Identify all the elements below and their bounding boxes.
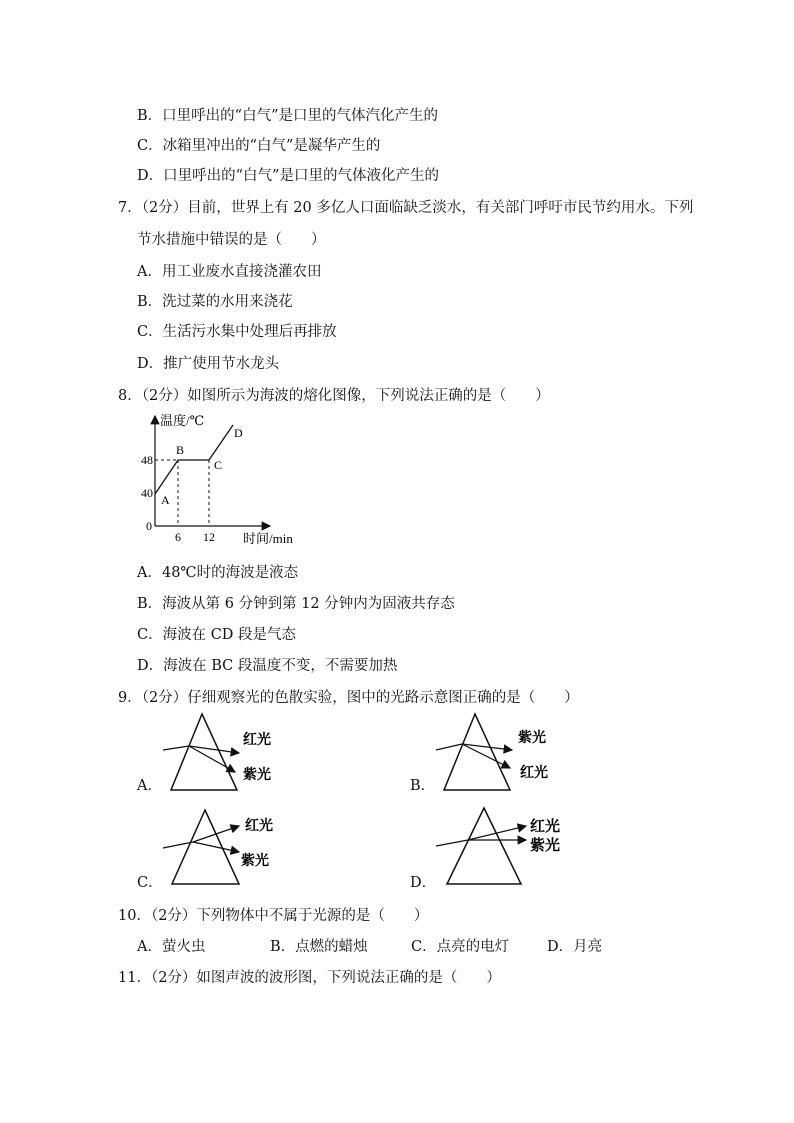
y-tick-40: 40 — [141, 486, 153, 500]
q9-figure-d-letter: D． — [410, 875, 437, 891]
x-tick-12: 12 — [203, 530, 215, 544]
prism-figure-b — [428, 708, 558, 798]
q11-stem: 11．（2分）如图声波的波形图，下列说法正确的是（ ） — [118, 970, 501, 986]
q10-option-c: C．点亮的电灯 — [411, 939, 510, 955]
prism-a — [171, 714, 237, 790]
prism-figure-a — [155, 708, 285, 798]
y-axis-label: 温度/℃ — [160, 413, 205, 428]
q8-option-b: B．海波从第 6 分钟到第 12 分钟内为固液共存态 — [137, 596, 455, 612]
q6-option-d: D．口里呼出的“白气”是口里的气体液化产生的 — [137, 168, 439, 184]
prism-c — [172, 810, 239, 884]
q10-option-b: B．点燃的蜡烛 — [270, 939, 368, 955]
prism-a-bottom-label: 紫光 — [243, 767, 271, 783]
q7-option-b: B．洗过菜的水用来浇花 — [137, 294, 293, 310]
point-c-label: C — [214, 458, 223, 472]
q6-option-b: B．口里呼出的“白气”是口里的气体汽化产生的 — [137, 108, 438, 124]
point-a-label: A — [161, 493, 170, 507]
prism-b-top-label: 紫光 — [518, 730, 546, 746]
prism-c-bottom-label: 紫光 — [241, 853, 269, 869]
y-tick-0: 0 — [146, 519, 152, 533]
x-tick-6: 6 — [175, 530, 181, 544]
q9-figure-a-letter: A． — [137, 778, 162, 794]
prism-figure-d — [428, 800, 568, 892]
q7-option-a: A．用工业废水直接浇灌农田 — [137, 264, 322, 280]
prism-d-top-label: 红光 — [530, 817, 561, 835]
q9-stem: 9．（2分）仔细观察光的色散实验，图中的光路示意图正确的是（ ） — [118, 690, 579, 706]
prism-d-bottom-label: 紫光 — [530, 836, 561, 854]
q10-stem: 10．（2分）下列物体中不属于光源的是（ ） — [118, 908, 429, 924]
melting-graph — [130, 408, 320, 548]
q7-stem-line1: 7．（2分）目前，世界上有 20 多亿人口面临缺乏淡水，有关部门呼吁市民节约用水。下列 — [118, 200, 694, 216]
point-b-label: B — [176, 443, 185, 457]
prism-c-top-label: 红光 — [245, 818, 273, 834]
q9-figure-b-letter: B． — [410, 778, 436, 794]
q8-option-d: D．海波在 BC 段温度不变，不需要加热 — [137, 658, 398, 674]
point-d-label: D — [234, 426, 243, 440]
x-axis-label: 时间/min — [243, 531, 293, 546]
q7-option-d: D．推广使用节水龙头 — [137, 356, 280, 372]
q10-option-a: A．萤火虫 — [137, 939, 206, 955]
q8-option-a: A．48℃时的海波是液态 — [137, 565, 299, 581]
q8-stem: 8．（2分）如图所示为海波的熔化图像，下列说法正确的是（ ） — [118, 388, 550, 404]
q7-stem-line2: 节水措施中错误的是（ ） — [137, 232, 326, 248]
q6-option-c: C．冰箱里冲出的“白气”是凝华产生的 — [137, 138, 381, 154]
y-tick-48: 48 — [141, 453, 153, 467]
q7-option-c: C．生活污水集中处理后再排放 — [137, 324, 337, 340]
prism-figure-c — [155, 800, 285, 892]
q9-figure-c-letter: C． — [137, 875, 163, 891]
prism-a-top-label: 红光 — [243, 732, 271, 748]
prism-b-bottom-label: 红光 — [520, 765, 548, 781]
prism-d — [447, 808, 521, 884]
q8-option-c: C．海波在 CD 段是气态 — [137, 627, 297, 643]
q10-option-d: D．月亮 — [547, 939, 603, 955]
